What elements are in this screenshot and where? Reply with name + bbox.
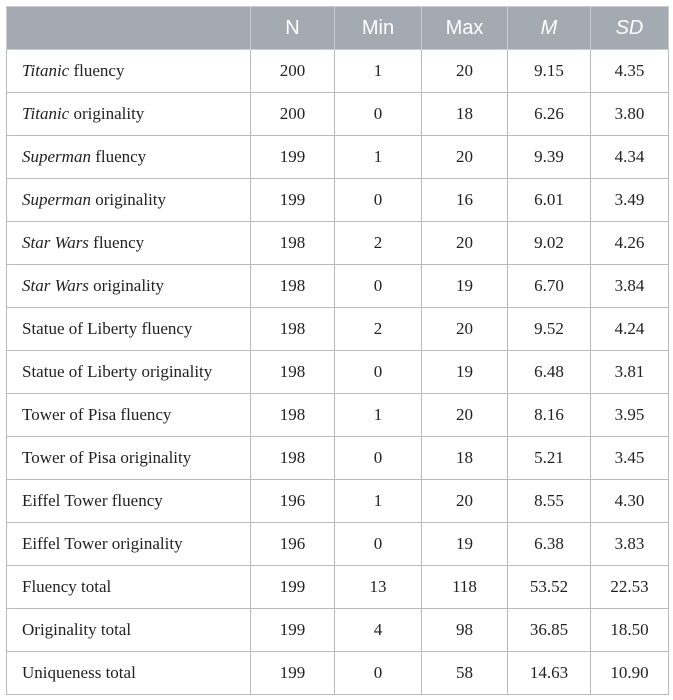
cell-mean: 9.02 [508,222,591,265]
row-label-italic: Titanic [22,61,70,80]
cell-mean: 14.63 [508,652,591,695]
cell-sd: 4.26 [591,222,669,265]
row-label-italic: Star Wars [22,276,89,295]
table-row [7,308,669,351]
header-row [7,7,669,50]
row-label-text: fluency [69,61,125,80]
cell-mean: 6.38 [508,523,591,566]
cell-max: 20 [422,308,508,351]
cell-sd: 3.80 [591,93,669,136]
row-label-text: originality [90,190,167,209]
table-row [7,222,669,265]
cell-mean: 9.52 [508,308,591,351]
table-row [7,265,669,308]
table-row [7,566,669,609]
cell-max: 19 [422,351,508,394]
cell-max: 20 [422,394,508,437]
cell-mean: 9.39 [508,136,591,179]
table-row [7,480,669,523]
table-row [7,652,669,695]
cell-n: 199 [251,609,335,652]
row-label-text: Tower of Pisa fluency [22,405,172,424]
table-row [7,93,669,136]
cell-mean: 6.70 [508,265,591,308]
cell-n: 200 [251,93,335,136]
row-label-italic: Star Wars [22,233,89,252]
row-label-text: fluency [90,147,147,166]
cell-mean: 8.55 [508,480,591,523]
cell-mean: 9.15 [508,50,591,93]
cell-min: 0 [335,93,422,136]
table-row [7,179,669,222]
row-label-text: originality [69,104,145,123]
cell-sd: 4.24 [591,308,669,351]
table-row [7,523,669,566]
table-row [7,136,669,179]
row-label [7,265,251,308]
row-label [7,222,251,265]
header-cell-min: Min [335,7,422,50]
cell-sd: 22.53 [591,566,669,609]
cell-max: 118 [422,566,508,609]
table-row [7,609,669,652]
descriptive-statistics-table [6,6,669,695]
row-label-text: Statue of Liberty originality [22,362,213,381]
cell-mean: 6.48 [508,351,591,394]
cell-max: 19 [422,523,508,566]
header-cell-mean: M [508,7,591,50]
row-label [7,609,251,652]
table-row [7,437,669,480]
header-cell-label [7,7,251,50]
cell-mean: 8.16 [508,394,591,437]
cell-sd: 18.50 [591,609,669,652]
header-cell-max: Max [422,7,508,50]
table-body [7,50,669,695]
cell-n: 199 [251,179,335,222]
cell-mean: 6.26 [508,93,591,136]
cell-mean: 53.52 [508,566,591,609]
cell-min: 0 [335,652,422,695]
cell-n: 198 [251,394,335,437]
cell-n: 200 [251,50,335,93]
row-label [7,652,251,695]
cell-n: 198 [251,222,335,265]
row-label-text: Uniqueness total [22,663,136,682]
cell-sd: 3.84 [591,265,669,308]
cell-max: 20 [422,50,508,93]
row-label-text: Eiffel Tower fluency [22,491,163,510]
cell-min: 0 [335,437,422,480]
cell-max: 20 [422,136,508,179]
row-label-text: fluency [88,233,145,252]
cell-n: 196 [251,480,335,523]
cell-max: 16 [422,179,508,222]
row-label [7,394,251,437]
cell-min: 0 [335,179,422,222]
row-label-text: Eiffel Tower originality [22,534,183,553]
cell-max: 18 [422,93,508,136]
cell-n: 196 [251,523,335,566]
cell-sd: 10.90 [591,652,669,695]
row-label-text: Statue of Liberty fluency [22,319,193,338]
cell-sd: 4.34 [591,136,669,179]
table-header [7,7,669,50]
table-row [7,394,669,437]
cell-max: 20 [422,222,508,265]
table-row [7,351,669,394]
cell-n: 199 [251,566,335,609]
cell-max: 18 [422,437,508,480]
row-label-italic: Superman [22,190,91,209]
row-label-italic: Titanic [22,104,70,123]
row-label [7,351,251,394]
cell-min: 4 [335,609,422,652]
cell-min: 2 [335,222,422,265]
row-label [7,566,251,609]
cell-min: 2 [335,308,422,351]
cell-sd: 3.81 [591,351,669,394]
row-label-italic: Superman [22,147,91,166]
cell-mean: 6.01 [508,179,591,222]
cell-n: 199 [251,136,335,179]
row-label [7,93,251,136]
cell-min: 0 [335,351,422,394]
row-label [7,523,251,566]
cell-min: 0 [335,265,422,308]
cell-n: 198 [251,308,335,351]
row-label [7,437,251,480]
cell-min: 1 [335,136,422,179]
header-cell-sd: SD [591,7,669,50]
cell-max: 19 [422,265,508,308]
row-label-text: Fluency total [22,577,112,596]
cell-sd: 3.95 [591,394,669,437]
row-label-text: originality [88,276,164,295]
cell-max: 58 [422,652,508,695]
cell-mean: 5.21 [508,437,591,480]
cell-n: 199 [251,652,335,695]
row-label [7,179,251,222]
cell-max: 20 [422,480,508,523]
cell-n: 198 [251,437,335,480]
header-cell-n: N [251,7,335,50]
cell-n: 198 [251,265,335,308]
cell-sd: 4.35 [591,50,669,93]
cell-sd: 4.30 [591,480,669,523]
row-label [7,50,251,93]
cell-sd: 3.49 [591,179,669,222]
cell-min: 1 [335,50,422,93]
cell-mean: 36.85 [508,609,591,652]
cell-min: 1 [335,480,422,523]
cell-min: 1 [335,394,422,437]
table-row [7,50,669,93]
cell-min: 13 [335,566,422,609]
cell-sd: 3.83 [591,523,669,566]
row-label [7,136,251,179]
cell-max: 98 [422,609,508,652]
cell-min: 0 [335,523,422,566]
row-label-text: Originality total [22,620,132,639]
cell-n: 198 [251,351,335,394]
row-label [7,480,251,523]
cell-sd: 3.45 [591,437,669,480]
row-label [7,308,251,351]
row-label-text: Tower of Pisa originality [22,448,192,467]
